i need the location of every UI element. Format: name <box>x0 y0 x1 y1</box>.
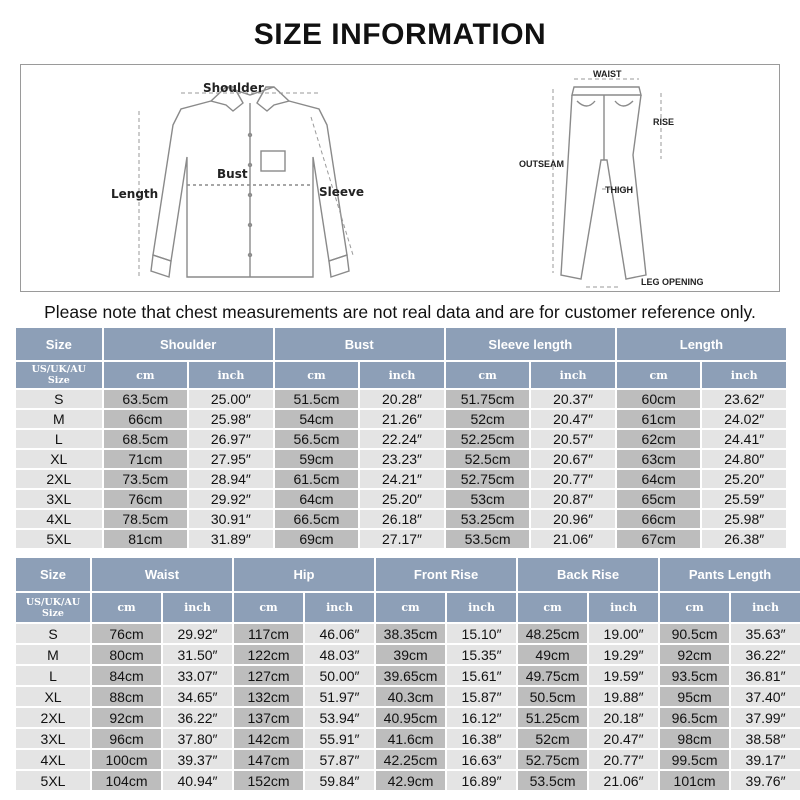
cm-value-cell: 62cm <box>617 430 701 448</box>
unit-cm: cm <box>518 593 587 622</box>
cm-value-cell: 52cm <box>518 729 587 748</box>
page-title: SIZE INFORMATION <box>253 18 547 51</box>
cm-value-cell: 49cm <box>518 645 587 664</box>
shirt-outline <box>151 87 349 277</box>
cm-value-cell: 101cm <box>660 771 729 790</box>
inch-value-cell: 48.03″ <box>305 645 374 664</box>
table-row <box>16 708 800 727</box>
unit-cm: cm <box>104 362 188 388</box>
column-header: Hip <box>234 558 374 591</box>
inch-value-cell: 15.35″ <box>447 645 516 664</box>
inch-value-cell: 55.91″ <box>305 729 374 748</box>
sleeve-label: Sleeve <box>319 185 364 199</box>
bottom-size-table <box>14 556 800 792</box>
unit-cm: cm <box>446 362 530 388</box>
measurement-diagram <box>20 64 780 292</box>
unit-inch: inch <box>731 593 800 622</box>
cm-value-cell: 90.5cm <box>660 624 729 643</box>
cm-value-cell: 64cm <box>275 490 359 508</box>
size-cell: S <box>16 624 90 643</box>
inch-value-cell: 39.37″ <box>163 750 232 769</box>
cm-value-cell: 63cm <box>617 450 701 468</box>
size-cell: XL <box>16 450 102 468</box>
cm-value-cell: 122cm <box>234 645 303 664</box>
inch-value-cell: 19.00″ <box>589 624 658 643</box>
cm-value-cell: 50.5cm <box>518 687 587 706</box>
unit-cm: cm <box>660 593 729 622</box>
cm-value-cell: 68.5cm <box>104 430 188 448</box>
unit-row <box>16 362 786 388</box>
outseam-label: OUTSEAM <box>519 159 564 169</box>
unit-inch: inch <box>189 362 273 388</box>
inch-value-cell: 21.26″ <box>360 410 444 428</box>
inch-value-cell: 38.58″ <box>731 729 800 748</box>
inch-value-cell: 21.06″ <box>589 771 658 790</box>
unit-cm: cm <box>617 362 701 388</box>
inch-value-cell: 20.77″ <box>589 750 658 769</box>
unit-inch: inch <box>447 593 516 622</box>
inch-value-cell: 20.67″ <box>531 450 615 468</box>
inch-value-cell: 20.57″ <box>531 430 615 448</box>
table-row <box>16 645 800 664</box>
inch-value-cell: 19.59″ <box>589 666 658 685</box>
cm-value-cell: 64cm <box>617 470 701 488</box>
inch-value-cell: 29.92″ <box>163 624 232 643</box>
table-row <box>16 490 786 508</box>
cm-value-cell: 96cm <box>92 729 161 748</box>
cm-value-cell: 99.5cm <box>660 750 729 769</box>
inch-value-cell: 37.40″ <box>731 687 800 706</box>
size-cell: 2XL <box>16 708 90 727</box>
cm-value-cell: 147cm <box>234 750 303 769</box>
inch-value-cell: 39.76″ <box>731 771 800 790</box>
cm-value-cell: 76cm <box>92 624 161 643</box>
cm-value-cell: 53.5cm <box>518 771 587 790</box>
inch-value-cell: 25.98″ <box>702 510 786 528</box>
column-header: Back Rise <box>518 558 658 591</box>
cm-value-cell: 59cm <box>275 450 359 468</box>
unit-inch: inch <box>702 362 786 388</box>
cm-value-cell: 53cm <box>446 490 530 508</box>
bottom-table-body <box>16 624 800 790</box>
inch-value-cell: 46.06″ <box>305 624 374 643</box>
thigh-label: THIGH <box>605 185 633 195</box>
column-header: Waist <box>92 558 232 591</box>
inch-value-cell: 28.94″ <box>189 470 273 488</box>
top-size-table <box>14 326 788 550</box>
inch-value-cell: 20.47″ <box>531 410 615 428</box>
inch-value-cell: 26.97″ <box>189 430 273 448</box>
shoulder-label: Shoulder <box>203 81 264 95</box>
inch-value-cell: 21.06″ <box>531 530 615 548</box>
inch-value-cell: 25.98″ <box>189 410 273 428</box>
size-system-label: US/UK/AU Size <box>16 593 90 622</box>
cm-value-cell: 56.5cm <box>275 430 359 448</box>
size-system-label: US/UK/AU Size <box>16 362 102 388</box>
inch-value-cell: 31.89″ <box>189 530 273 548</box>
unit-inch: inch <box>163 593 232 622</box>
cm-value-cell: 66cm <box>617 510 701 528</box>
cm-value-cell: 142cm <box>234 729 303 748</box>
inch-value-cell: 23.23″ <box>360 450 444 468</box>
inch-value-cell: 19.88″ <box>589 687 658 706</box>
cm-value-cell: 92cm <box>660 645 729 664</box>
size-cell: 4XL <box>16 510 102 528</box>
inch-value-cell: 24.41″ <box>702 430 786 448</box>
table-row <box>16 430 786 448</box>
cm-value-cell: 92cm <box>92 708 161 727</box>
column-header: Sleeve length <box>446 328 615 360</box>
inch-value-cell: 26.38″ <box>702 530 786 548</box>
unit-row <box>16 593 800 622</box>
cm-value-cell: 51.5cm <box>275 390 359 408</box>
cm-value-cell: 71cm <box>104 450 188 468</box>
waist-label: WAIST <box>593 69 622 79</box>
inch-value-cell: 25.00″ <box>189 390 273 408</box>
inch-value-cell: 24.21″ <box>360 470 444 488</box>
inch-value-cell: 19.29″ <box>589 645 658 664</box>
size-cell: L <box>16 666 90 685</box>
inch-value-cell: 23.62″ <box>702 390 786 408</box>
cm-value-cell: 42.25cm <box>376 750 445 769</box>
inch-value-cell: 27.17″ <box>360 530 444 548</box>
cm-value-cell: 95cm <box>660 687 729 706</box>
inch-value-cell: 51.97″ <box>305 687 374 706</box>
inch-value-cell: 15.10″ <box>447 624 516 643</box>
unit-inch: inch <box>531 362 615 388</box>
size-cell: 3XL <box>16 490 102 508</box>
cm-value-cell: 39cm <box>376 645 445 664</box>
inch-value-cell: 16.89″ <box>447 771 516 790</box>
inch-value-cell: 37.80″ <box>163 729 232 748</box>
rise-label: RISE <box>653 117 675 127</box>
cm-value-cell: 51.75cm <box>446 390 530 408</box>
unit-inch: inch <box>589 593 658 622</box>
cm-value-cell: 39.65cm <box>376 666 445 685</box>
cm-value-cell: 67cm <box>617 530 701 548</box>
cm-value-cell: 63.5cm <box>104 390 188 408</box>
bust-label: Bust <box>217 167 248 181</box>
cm-value-cell: 88cm <box>92 687 161 706</box>
unit-inch: inch <box>305 593 374 622</box>
pants-outline <box>561 87 646 279</box>
inch-value-cell: 31.50″ <box>163 645 232 664</box>
cm-value-cell: 100cm <box>92 750 161 769</box>
inch-value-cell: 40.94″ <box>163 771 232 790</box>
inch-value-cell: 36.22″ <box>731 645 800 664</box>
cm-value-cell: 54cm <box>275 410 359 428</box>
size-cell: 4XL <box>16 750 90 769</box>
inch-value-cell: 16.63″ <box>447 750 516 769</box>
inch-value-cell: 25.20″ <box>702 470 786 488</box>
cm-value-cell: 52.75cm <box>518 750 587 769</box>
inch-value-cell: 20.47″ <box>589 729 658 748</box>
inch-value-cell: 57.87″ <box>305 750 374 769</box>
header-row <box>16 328 786 360</box>
cm-value-cell: 132cm <box>234 687 303 706</box>
header-row <box>16 558 800 591</box>
cm-value-cell: 52.25cm <box>446 430 530 448</box>
table-row <box>16 470 786 488</box>
table-row <box>16 390 786 408</box>
cm-value-cell: 49.75cm <box>518 666 587 685</box>
inch-value-cell: 24.80″ <box>702 450 786 468</box>
inch-value-cell: 36.81″ <box>731 666 800 685</box>
inch-value-cell: 20.77″ <box>531 470 615 488</box>
table-row <box>16 666 800 685</box>
size-cell: S <box>16 390 102 408</box>
unit-cm: cm <box>275 362 359 388</box>
inch-value-cell: 24.02″ <box>702 410 786 428</box>
size-header: Size <box>16 328 102 360</box>
cm-value-cell: 73.5cm <box>104 470 188 488</box>
cm-value-cell: 127cm <box>234 666 303 685</box>
size-header: Size <box>16 558 90 591</box>
column-header: Length <box>617 328 786 360</box>
inch-value-cell: 22.24″ <box>360 430 444 448</box>
cm-value-cell: 96.5cm <box>660 708 729 727</box>
table-row <box>16 450 786 468</box>
length-label: Length <box>111 187 159 201</box>
table-row <box>16 729 800 748</box>
cm-value-cell: 98cm <box>660 729 729 748</box>
unit-cm: cm <box>376 593 445 622</box>
table-row <box>16 624 800 643</box>
top-table-body <box>16 390 786 548</box>
inch-value-cell: 20.87″ <box>531 490 615 508</box>
unit-inch: inch <box>360 362 444 388</box>
inch-value-cell: 16.12″ <box>447 708 516 727</box>
table-row <box>16 771 800 790</box>
cm-value-cell: 53.25cm <box>446 510 530 528</box>
inch-value-cell: 15.87″ <box>447 687 516 706</box>
inch-value-cell: 26.18″ <box>360 510 444 528</box>
cm-value-cell: 137cm <box>234 708 303 727</box>
size-cell: 5XL <box>16 530 102 548</box>
garment-illustration <box>21 65 779 291</box>
cm-value-cell: 61.5cm <box>275 470 359 488</box>
inch-value-cell: 27.95″ <box>189 450 273 468</box>
cm-value-cell: 52.75cm <box>446 470 530 488</box>
inch-value-cell: 29.92″ <box>189 490 273 508</box>
cm-value-cell: 53.5cm <box>446 530 530 548</box>
inch-value-cell: 59.84″ <box>305 771 374 790</box>
table-row <box>16 410 786 428</box>
unit-cm: cm <box>234 593 303 622</box>
inch-value-cell: 16.38″ <box>447 729 516 748</box>
size-cell: 5XL <box>16 771 90 790</box>
inch-value-cell: 39.17″ <box>731 750 800 769</box>
cm-value-cell: 104cm <box>92 771 161 790</box>
inch-value-cell: 33.07″ <box>163 666 232 685</box>
cm-value-cell: 51.25cm <box>518 708 587 727</box>
cm-value-cell: 48.25cm <box>518 624 587 643</box>
cm-value-cell: 93.5cm <box>660 666 729 685</box>
cm-value-cell: 52.5cm <box>446 450 530 468</box>
column-header: Shoulder <box>104 328 273 360</box>
cm-value-cell: 65cm <box>617 490 701 508</box>
cm-value-cell: 69cm <box>275 530 359 548</box>
size-cell: L <box>16 430 102 448</box>
cm-value-cell: 78.5cm <box>104 510 188 528</box>
cm-value-cell: 40.3cm <box>376 687 445 706</box>
cm-value-cell: 41.6cm <box>376 729 445 748</box>
cm-value-cell: 60cm <box>617 390 701 408</box>
inch-value-cell: 37.99″ <box>731 708 800 727</box>
cm-value-cell: 152cm <box>234 771 303 790</box>
cm-value-cell: 76cm <box>104 490 188 508</box>
table-row <box>16 510 786 528</box>
cm-value-cell: 80cm <box>92 645 161 664</box>
cm-value-cell: 81cm <box>104 530 188 548</box>
size-cell: 3XL <box>16 729 90 748</box>
cm-value-cell: 52cm <box>446 410 530 428</box>
size-cell: 2XL <box>16 470 102 488</box>
column-header: Pants Length <box>660 558 800 591</box>
leg-opening-label: LEG OPENING <box>641 277 704 287</box>
disclaimer-note: Please note that chest measurements are not real data and are for customer reference only. <box>44 302 756 322</box>
table-row <box>16 687 800 706</box>
size-cell: M <box>16 645 90 664</box>
column-header: Front Rise <box>376 558 516 591</box>
table-row <box>16 750 800 769</box>
cm-value-cell: 66cm <box>104 410 188 428</box>
inch-value-cell: 20.28″ <box>360 390 444 408</box>
cm-value-cell: 66.5cm <box>275 510 359 528</box>
inch-value-cell: 30.91″ <box>189 510 273 528</box>
inch-value-cell: 20.37″ <box>531 390 615 408</box>
size-cell: XL <box>16 687 90 706</box>
table-row <box>16 530 786 548</box>
cm-value-cell: 61cm <box>617 410 701 428</box>
inch-value-cell: 53.94″ <box>305 708 374 727</box>
inch-value-cell: 34.65″ <box>163 687 232 706</box>
inch-value-cell: 20.96″ <box>531 510 615 528</box>
inch-value-cell: 35.63″ <box>731 624 800 643</box>
inch-value-cell: 20.18″ <box>589 708 658 727</box>
cm-value-cell: 40.95cm <box>376 708 445 727</box>
inch-value-cell: 25.59″ <box>702 490 786 508</box>
inch-value-cell: 36.22″ <box>163 708 232 727</box>
inch-value-cell: 15.61″ <box>447 666 516 685</box>
inch-value-cell: 25.20″ <box>360 490 444 508</box>
cm-value-cell: 38.35cm <box>376 624 445 643</box>
pants-measure-lines <box>553 79 661 287</box>
size-cell: M <box>16 410 102 428</box>
column-header: Bust <box>275 328 444 360</box>
unit-cm: cm <box>92 593 161 622</box>
cm-value-cell: 117cm <box>234 624 303 643</box>
inch-value-cell: 50.00″ <box>305 666 374 685</box>
cm-value-cell: 84cm <box>92 666 161 685</box>
cm-value-cell: 42.9cm <box>376 771 445 790</box>
